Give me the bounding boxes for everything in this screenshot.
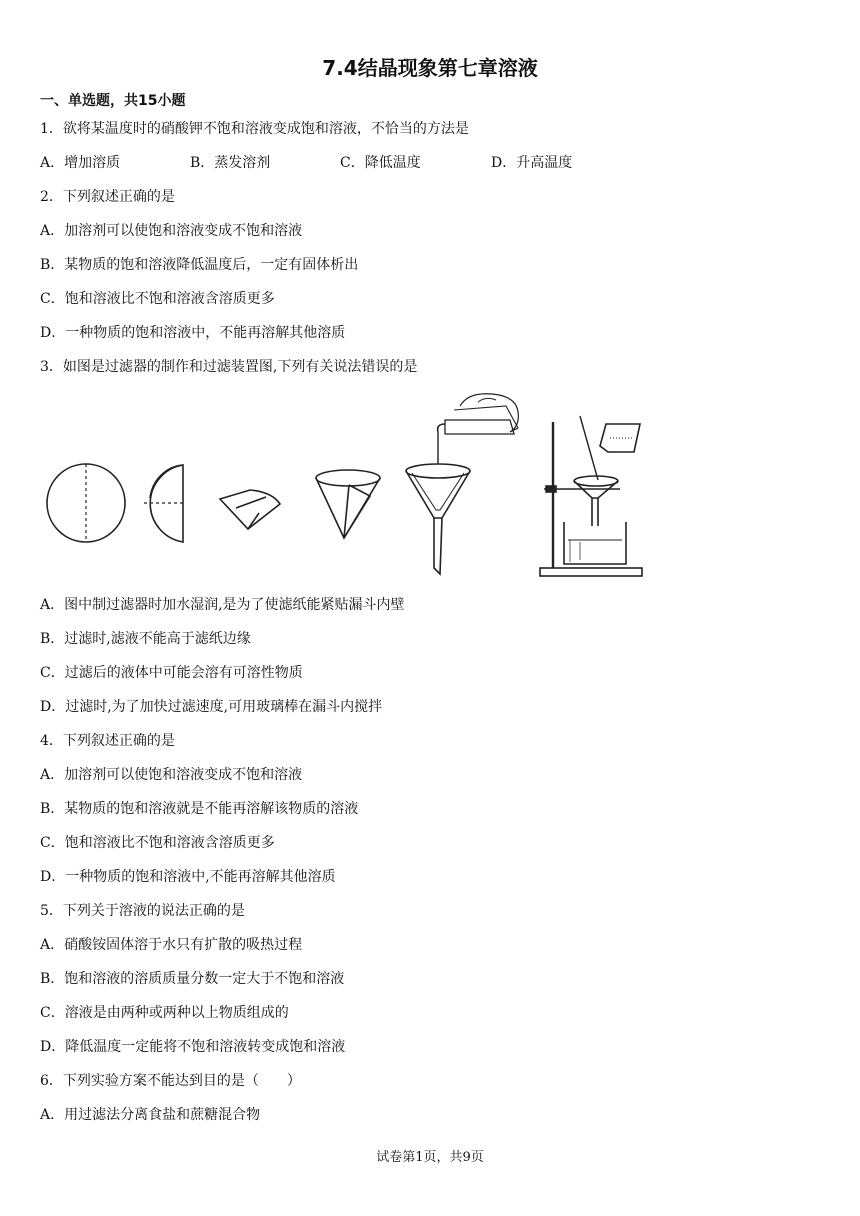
q2-option-c: C．饱和溶液比不饱和溶液含溶质更多 (40, 291, 275, 307)
filtration-stand-icon (540, 416, 642, 576)
question-5-stem: 5．下列关于溶液的说法正确的是 (40, 903, 245, 919)
q2-option-d: D．一种物质的饱和溶液中，不能再溶解其他溶质 (40, 325, 346, 341)
q1-option-b: B．蒸发溶剂 (190, 155, 271, 171)
question-1-stem: 1．欲将某温度时的硝酸钾不饱和溶液变成饱和溶液，不恰当的方法是 (40, 121, 469, 137)
q3-option-d: D．过滤时,为了加快过滤速度,可用玻璃棒在漏斗内搅拌 (40, 699, 383, 715)
filter-apparatus-figure (40, 392, 660, 584)
q6-option-a: A．用过滤法分离食盐和蔗糖混合物 (40, 1107, 261, 1123)
page-footer: 试卷第1页，共9页 (376, 1150, 484, 1165)
q5-option-c: C．溶液是由两种或两种以上物质组成的 (40, 1005, 289, 1021)
filter-paper-quarter-icon (220, 490, 280, 529)
question-3-stem: 3．如图是过滤器的制作和过滤装置图,下列有关说法错误的是 (40, 359, 418, 375)
q2-option-b: B．某物质的饱和溶液降低温度后，一定有固体析出 (40, 257, 359, 273)
question-4-stem: 4．下列叙述正确的是 (40, 733, 175, 749)
page-title: 7.4结晶现象第七章溶液 (322, 56, 538, 80)
q4-option-b: B．某物质的饱和溶液就是不能再溶解该物质的溶液 (40, 801, 359, 817)
filter-paper-half-icon (144, 465, 183, 542)
q4-option-a: A．加溶剂可以使饱和溶液变成不饱和溶液 (40, 767, 303, 783)
q4-option-d: D．一种物质的饱和溶液中,不能再溶解其他溶质 (40, 869, 336, 885)
q1-option-a: A．增加溶质 (40, 155, 121, 171)
q3-option-a: A．图中制过滤器时加水湿润,是为了使滤纸能紧贴漏斗内壁 (40, 597, 405, 613)
q4-option-c: C．饱和溶液比不饱和溶液含溶质更多 (40, 835, 275, 851)
q3-option-b: B．过滤时,滤液不能高于滤纸边缘 (40, 631, 251, 647)
q3-option-c: C．过滤后的液体中可能会溶有可溶性物质 (40, 665, 303, 681)
funnel-pouring-icon (406, 394, 518, 574)
section-heading: 一、单选题，共15小题 (40, 93, 186, 109)
q2-option-a: A．加溶剂可以使饱和溶液变成不饱和溶液 (40, 223, 303, 239)
filter-paper-cone-icon (316, 470, 380, 538)
filter-paper-circle-icon (47, 464, 125, 542)
question-2-stem: 2．下列叙述正确的是 (40, 189, 175, 205)
q1-option-c: C．降低温度 (340, 155, 421, 171)
q5-option-d: D．降低温度一定能将不饱和溶液转变成饱和溶液 (40, 1039, 346, 1055)
q1-option-d: D．升高温度 (491, 155, 573, 171)
q5-option-b: B．饱和溶液的溶质质量分数一定大于不饱和溶液 (40, 971, 345, 987)
question-6-stem: 6．下列实验方案不能达到目的是（ ） (40, 1073, 301, 1089)
q5-option-a: A．硝酸铵固体溶于水只有扩散的吸热过程 (40, 937, 303, 953)
